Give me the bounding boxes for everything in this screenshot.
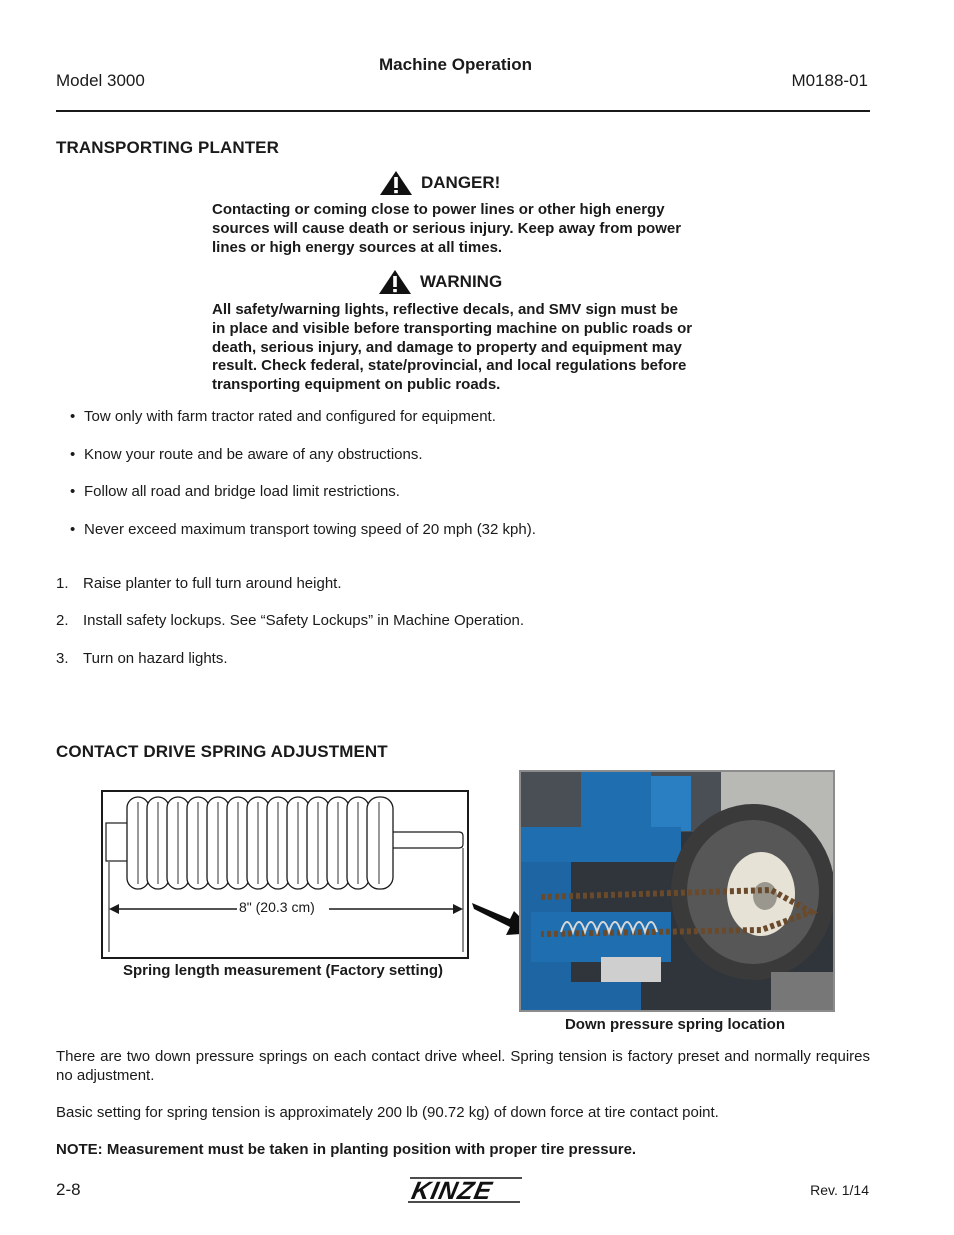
warning-line: death, serious injury, and damage to property and equipment may [212, 338, 682, 356]
warning-line: result. Check federal, state/provincial, and local regulations before [212, 357, 687, 375]
danger-heading [379, 170, 500, 196]
warning-heading [378, 269, 502, 295]
step-item [56, 650, 228, 667]
step-text: Install safety lockups. See “Safety Lockups” in Machine Operation. [83, 612, 525, 629]
bullet-icon: • [70, 483, 76, 500]
step-item [56, 575, 342, 592]
step-number: 3. [56, 650, 69, 667]
step-number: 2. [56, 612, 69, 629]
step-text: Turn on hazard lights. [83, 650, 228, 667]
bullet-item [70, 521, 536, 538]
spring-drawing [103, 792, 467, 957]
figure1-caption: Spring length measurement (Factory setting) [122, 962, 444, 979]
revision: Rev. 1/14 [810, 1182, 869, 1198]
bullet-text: Never exceed maximum transport towing speed of 20 mph (32 kph). [84, 521, 536, 538]
spring-diagram [101, 790, 469, 959]
danger-label: DANGER! [421, 173, 501, 192]
danger-line: sources will cause death or serious injury. Keep away from power [212, 219, 682, 237]
bullet-item [70, 483, 400, 500]
step-text: Raise planter to full turn around height. [83, 575, 342, 592]
header-model: Model 3000 [56, 71, 145, 90]
paragraph-setting: Basic setting for spring tension is approximately 200 lb (90.72 kg) of down force at tire contact point. [56, 1104, 719, 1121]
section-title-transport: TRANSPORTING PLANTER [56, 138, 279, 157]
spring-location-photo [519, 770, 835, 1012]
bullet-icon: • [70, 521, 76, 538]
bullet-item [70, 446, 423, 463]
bullet-text: Tow only with farm tractor rated and configured for equipment. [84, 408, 496, 425]
warning-line: transporting equipment on public roads. [212, 376, 501, 394]
danger-text [212, 201, 681, 257]
warning-label: WARNING [420, 272, 503, 291]
page-number: 2-8 [56, 1180, 81, 1199]
warning-line: in place and visible before transporting machine on public roads or [212, 319, 693, 337]
warning-line: All safety/warning lights, reflective decals, and SMV sign must be [212, 301, 678, 318]
arrowhead-right-icon [453, 904, 463, 914]
section-title-spring: CONTACT DRIVE SPRING ADJUSTMENT [56, 742, 388, 761]
bullet-item [70, 408, 496, 425]
bullet-icon: • [70, 446, 76, 463]
warning-text [212, 301, 692, 395]
danger-line: Contacting or coming close to power lines or other high energy [212, 201, 665, 218]
arrowhead-left-icon [109, 904, 119, 914]
note: NOTE: Measurement must be taken in planting position with proper tire pressure. [56, 1141, 637, 1158]
photo-illustration [521, 772, 833, 1010]
paragraph-springs: There are two down pressure springs on each contact drive wheel. Spring tension is factory preset and normally requires no adjustment. [56, 1048, 870, 1084]
kinze-logo [406, 1174, 526, 1206]
bullet-text: Know your route and be aware of any obstructions. [84, 446, 423, 463]
step-number: 1. [56, 575, 69, 592]
bullet-text: Follow all road and bridge load limit restrictions. [84, 483, 400, 500]
figure2-caption: Down pressure spring location [564, 1016, 786, 1033]
logo-text: KINZE [409, 1177, 496, 1205]
bullet-icon: • [70, 408, 76, 425]
measurement-label: 8" (20.3 cm) [239, 899, 315, 915]
warning-triangle-icon [378, 269, 412, 295]
danger-line: lines or high energy sources at all times. [212, 238, 503, 256]
header-rule [56, 110, 870, 112]
step-item [56, 612, 524, 629]
header-manual-number: M0188-01 [791, 71, 868, 90]
header-section: Machine Operation [379, 55, 533, 74]
warning-triangle-icon [379, 170, 413, 196]
